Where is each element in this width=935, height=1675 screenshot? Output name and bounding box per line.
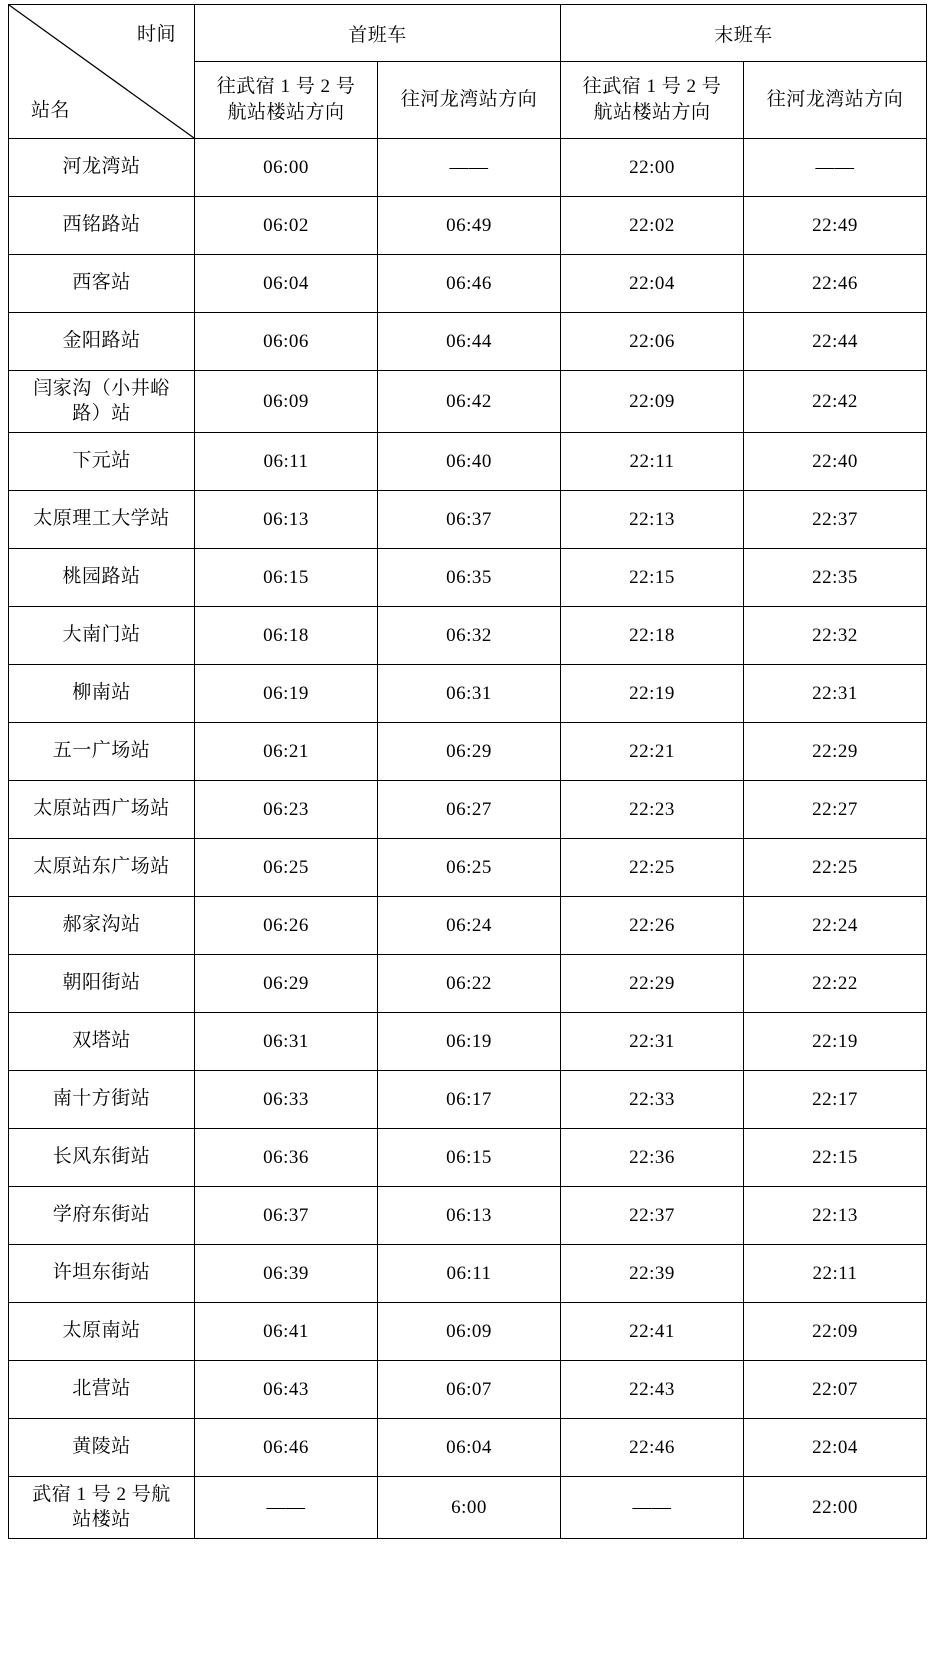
station-name-line: 路）站: [72, 402, 131, 424]
time-cell: 22:41: [561, 1303, 744, 1361]
time-cell: 06:00: [195, 139, 378, 197]
time-cell: 06:24: [378, 897, 561, 955]
time-cell: 06:29: [195, 955, 378, 1013]
time-cell: 06:42: [378, 371, 561, 433]
time-cell: 06:02: [195, 197, 378, 255]
time-cell: 06:35: [378, 549, 561, 607]
time-cell: 06:09: [195, 371, 378, 433]
time-cell: 6:00: [378, 1477, 561, 1539]
time-cell: 22:37: [561, 1187, 744, 1245]
time-cell: 06:49: [378, 197, 561, 255]
table-row: [9, 1419, 927, 1477]
table-row: [9, 255, 927, 313]
station-name-cell: 金阳路站: [9, 313, 195, 371]
time-cell: 22:26: [561, 897, 744, 955]
time-cell: 06:04: [195, 255, 378, 313]
time-cell: 22:31: [744, 665, 927, 723]
time-cell: 06:46: [378, 255, 561, 313]
station-name-cell: 五一广场站: [9, 723, 195, 781]
time-cell: 22:09: [561, 371, 744, 433]
header-col-last-to-helongwan: 往河龙湾站方向: [744, 62, 927, 139]
station-name-cell: 南十方街站: [9, 1071, 195, 1129]
time-cell: 22:44: [744, 313, 927, 371]
time-cell: 22:46: [561, 1419, 744, 1477]
table-row: [9, 1245, 927, 1303]
table-header: [9, 5, 927, 139]
station-name-cell: 西客站: [9, 255, 195, 313]
table-row: [9, 955, 927, 1013]
time-cell: 22:22: [744, 955, 927, 1013]
station-name-cell: 学府东街站: [9, 1187, 195, 1245]
time-cell: ——: [195, 1477, 378, 1539]
time-cell: 06:44: [378, 313, 561, 371]
time-cell: 06:31: [378, 665, 561, 723]
station-name-cell: 桃园路站: [9, 549, 195, 607]
station-name-cell: [9, 1477, 195, 1539]
time-cell: 06:15: [195, 549, 378, 607]
station-name-cell: 河龙湾站: [9, 139, 195, 197]
time-cell: 22:11: [744, 1245, 927, 1303]
table-row: [9, 665, 927, 723]
time-cell: 22:36: [561, 1129, 744, 1187]
time-cell: 22:29: [744, 723, 927, 781]
time-cell: 06:15: [378, 1129, 561, 1187]
time-cell: 06:13: [378, 1187, 561, 1245]
station-name-cell: 西铭路站: [9, 197, 195, 255]
time-cell: 06:18: [195, 607, 378, 665]
time-cell: 06:06: [195, 313, 378, 371]
table-row: [9, 491, 927, 549]
table-row: [9, 781, 927, 839]
time-cell: 22:17: [744, 1071, 927, 1129]
station-name-cell: 双塔站: [9, 1013, 195, 1071]
time-cell: 06:32: [378, 607, 561, 665]
time-cell: 22:46: [744, 255, 927, 313]
station-name-cell: 太原南站: [9, 1303, 195, 1361]
time-cell: 22:13: [744, 1187, 927, 1245]
time-cell: 22:24: [744, 897, 927, 955]
station-name-cell: 朝阳街站: [9, 955, 195, 1013]
time-cell: 22:00: [744, 1477, 927, 1539]
time-cell: 06:40: [378, 433, 561, 491]
table-row: [9, 139, 927, 197]
station-name-cell: 大南门站: [9, 607, 195, 665]
time-cell: 06:29: [378, 723, 561, 781]
header-corner-cell: [9, 5, 195, 139]
time-cell: 22:40: [744, 433, 927, 491]
header-col-last-to-airport: 往武宿 1 号 2 号 航站楼站方向: [561, 62, 744, 139]
station-name-cell: 许坦东街站: [9, 1245, 195, 1303]
header-label-time: 时间: [136, 24, 176, 45]
time-cell: 06:19: [195, 665, 378, 723]
time-cell: 22:15: [744, 1129, 927, 1187]
header-col-first-to-helongwan: 往河龙湾站方向: [378, 62, 561, 139]
time-cell: 22:49: [744, 197, 927, 255]
table-row: [9, 1071, 927, 1129]
time-cell: 06:43: [195, 1361, 378, 1419]
time-cell: 22:23: [561, 781, 744, 839]
station-name-cell: 北营站: [9, 1361, 195, 1419]
time-cell: 22:32: [744, 607, 927, 665]
time-cell: 22:07: [744, 1361, 927, 1419]
header-label-station: 站名: [31, 100, 71, 121]
time-cell: 22:19: [744, 1013, 927, 1071]
time-cell: 22:25: [561, 839, 744, 897]
time-cell: 06:09: [378, 1303, 561, 1361]
time-cell: 06:21: [195, 723, 378, 781]
time-cell: ——: [378, 139, 561, 197]
time-cell: 06:11: [378, 1245, 561, 1303]
table-row: [9, 607, 927, 665]
table-row: [9, 897, 927, 955]
table-row: [9, 549, 927, 607]
time-cell: ——: [561, 1477, 744, 1539]
table-row: [9, 839, 927, 897]
table-row: [9, 1187, 927, 1245]
table-row: [9, 1361, 927, 1419]
table-row: [9, 1477, 927, 1539]
station-name-cell: 郝家沟站: [9, 897, 195, 955]
time-cell: 06:31: [195, 1013, 378, 1071]
time-cell: 06:07: [378, 1361, 561, 1419]
time-cell: 22:09: [744, 1303, 927, 1361]
time-cell: 22:11: [561, 433, 744, 491]
header-group-last-train: 末班车: [561, 5, 927, 62]
station-name-cell: 太原站东广场站: [9, 839, 195, 897]
time-cell: 06:04: [378, 1419, 561, 1477]
time-cell: 22:42: [744, 371, 927, 433]
time-cell: 22:15: [561, 549, 744, 607]
time-cell: 22:00: [561, 139, 744, 197]
table-row: [9, 433, 927, 491]
metro-timetable: [8, 4, 927, 1539]
time-cell: 06:46: [195, 1419, 378, 1477]
table-row: [9, 371, 927, 433]
station-name-cell: 太原站西广场站: [9, 781, 195, 839]
table-row: [9, 197, 927, 255]
station-name-cell: 下元站: [9, 433, 195, 491]
time-cell: 22:33: [561, 1071, 744, 1129]
table-row: [9, 1013, 927, 1071]
station-name-cell: 太原理工大学站: [9, 491, 195, 549]
station-name-cell: 黄陵站: [9, 1419, 195, 1477]
time-cell: 22:19: [561, 665, 744, 723]
time-cell: 22:04: [744, 1419, 927, 1477]
time-cell: 06:25: [195, 839, 378, 897]
header-row-groups: [9, 5, 927, 62]
table-body: [9, 139, 927, 1539]
time-cell: 22:25: [744, 839, 927, 897]
time-cell: 22:18: [561, 607, 744, 665]
time-cell: 06:25: [378, 839, 561, 897]
time-cell: 06:37: [378, 491, 561, 549]
time-cell: 06:39: [195, 1245, 378, 1303]
station-name-line: 闫家沟（小井峪: [33, 377, 170, 399]
time-cell: 22:27: [744, 781, 927, 839]
time-cell: 22:02: [561, 197, 744, 255]
time-cell: 06:33: [195, 1071, 378, 1129]
time-cell: 06:37: [195, 1187, 378, 1245]
time-cell: 22:13: [561, 491, 744, 549]
time-cell: 22:39: [561, 1245, 744, 1303]
station-name-line: 站楼站: [72, 1508, 131, 1530]
time-cell: 06:23: [195, 781, 378, 839]
time-cell: 06:17: [378, 1071, 561, 1129]
header-group-first-train: 首班车: [195, 5, 561, 62]
time-cell: 22:43: [561, 1361, 744, 1419]
table-row: [9, 1303, 927, 1361]
time-cell: 22:37: [744, 491, 927, 549]
time-cell: 22:21: [561, 723, 744, 781]
time-cell: 22:29: [561, 955, 744, 1013]
time-cell: 22:35: [744, 549, 927, 607]
station-name-line: 武宿 1 号 2 号航: [32, 1483, 171, 1505]
time-cell: 06:36: [195, 1129, 378, 1187]
station-name-cell: [9, 371, 195, 433]
time-cell: 06:11: [195, 433, 378, 491]
time-cell: 22:04: [561, 255, 744, 313]
station-name-cell: 柳南站: [9, 665, 195, 723]
time-cell: 22:31: [561, 1013, 744, 1071]
header-col-first-to-airport: 往武宿 1 号 2 号 航站楼站方向: [195, 62, 378, 139]
table-row: [9, 1129, 927, 1187]
time-cell: 06:27: [378, 781, 561, 839]
station-name-cell: 长风东街站: [9, 1129, 195, 1187]
time-cell: 06:26: [195, 897, 378, 955]
time-cell: 22:06: [561, 313, 744, 371]
time-cell: 06:22: [378, 955, 561, 1013]
time-cell: 06:13: [195, 491, 378, 549]
table-row: [9, 313, 927, 371]
time-cell: 06:19: [378, 1013, 561, 1071]
time-cell: 06:41: [195, 1303, 378, 1361]
time-cell: ——: [744, 139, 927, 197]
table-row: [9, 723, 927, 781]
